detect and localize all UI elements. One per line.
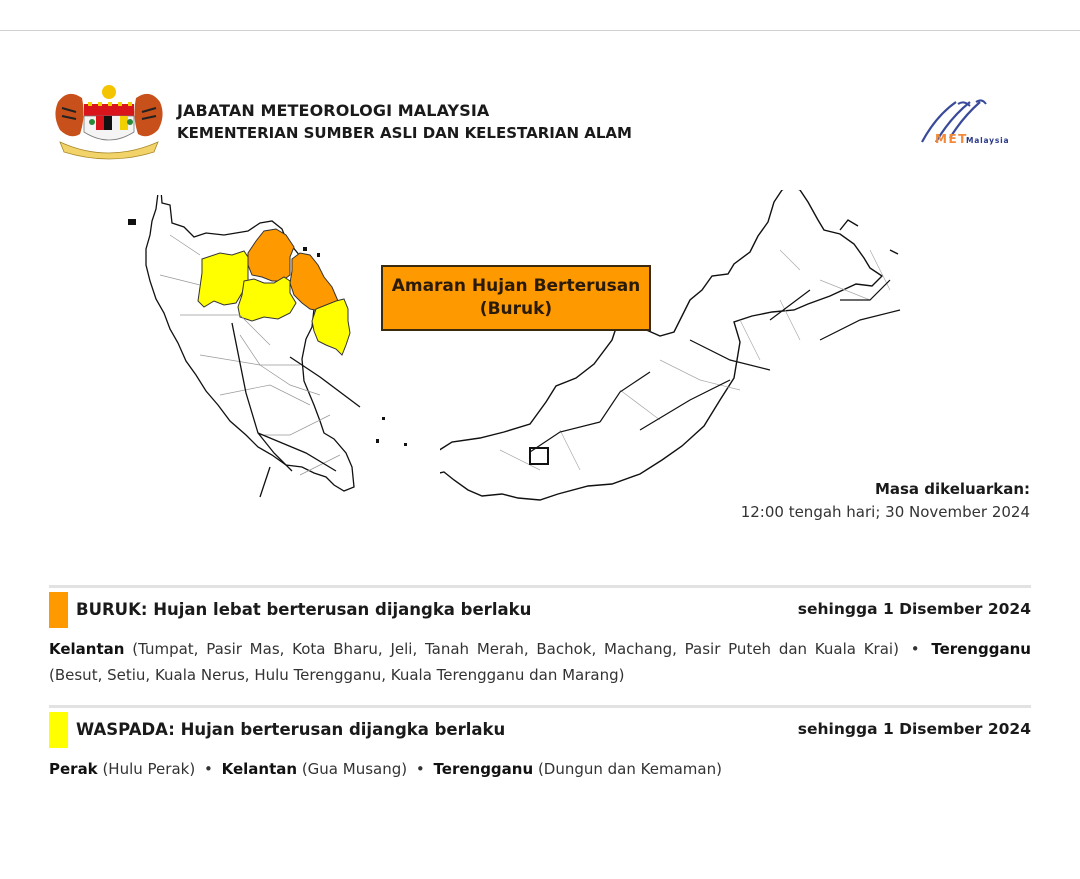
- met-malaysia-logo: [918, 96, 1030, 152]
- section-header: [49, 712, 1031, 748]
- area-state: Kelantan: [49, 640, 125, 658]
- buruk-color-bar: [49, 592, 68, 628]
- waspada-until: sehingga 1 Disember 2024: [797, 720, 1031, 738]
- bullet-separator: •: [203, 760, 213, 778]
- coat-of-arms-logo: [50, 82, 168, 160]
- waspada-color-bar: [49, 712, 68, 748]
- warning-title-line1: Amaran Hujan Berterusan: [391, 276, 641, 296]
- top-divider: [0, 30, 1080, 31]
- area-state: Terengganu: [931, 640, 1031, 658]
- area-state: Perak: [49, 760, 98, 778]
- svg-text:Malaysia: Malaysia: [966, 136, 1010, 145]
- warning-title-line2: (Buruk): [479, 299, 553, 319]
- ministry-name: KEMENTERIAN SUMBER ASLI DAN KELESTARIAN ALAM: [177, 124, 632, 142]
- section-divider: [49, 705, 1031, 708]
- bullet-separator: •: [415, 760, 425, 778]
- section-header: [49, 592, 1031, 628]
- bullet-separator: •: [910, 640, 920, 658]
- svg-text:MET: MET: [935, 132, 968, 146]
- area-districts: (Besut, Setiu, Kuala Nerus, Hulu Terengganu, Kuala Terengganu dan Marang): [49, 666, 625, 684]
- waspada-title: WASPADA: Hujan berterusan dijangka berlaku: [76, 720, 506, 739]
- warning-title-box: [381, 265, 651, 331]
- area-districts: (Dungun dan Kemaman): [537, 760, 722, 778]
- area-state: Kelantan: [221, 760, 298, 778]
- issued-time: [741, 478, 1030, 524]
- area-districts: (Gua Musang): [301, 760, 408, 778]
- area-districts: (Hulu Perak): [102, 760, 196, 778]
- section-buruk: [49, 585, 1031, 688]
- agency-header: [177, 100, 632, 144]
- issued-label: Masa dikeluarkan:: [874, 480, 1030, 498]
- waspada-areas: [49, 756, 1031, 782]
- section-waspada: [49, 705, 1031, 782]
- area-districts: (Tumpat, Pasir Mas, Kota Bharu, Jeli, Tanah Merah, Bachok, Machang, Pasir Puteh dan Kuala Krai): [132, 640, 899, 658]
- issued-value: 12:00 tengah hari; 30 November 2024: [740, 503, 1030, 521]
- buruk-until: sehingga 1 Disember 2024: [797, 600, 1031, 618]
- section-divider: [49, 585, 1031, 588]
- buruk-title: BURUK: Hujan lebat berterusan dijangka berlaku: [76, 600, 532, 619]
- map-peninsular-malaysia: [120, 195, 420, 535]
- buruk-areas: [49, 636, 1031, 688]
- area-state: Terengganu: [433, 760, 534, 778]
- agency-name: JABATAN METEOROLOGI MALAYSIA: [177, 101, 490, 120]
